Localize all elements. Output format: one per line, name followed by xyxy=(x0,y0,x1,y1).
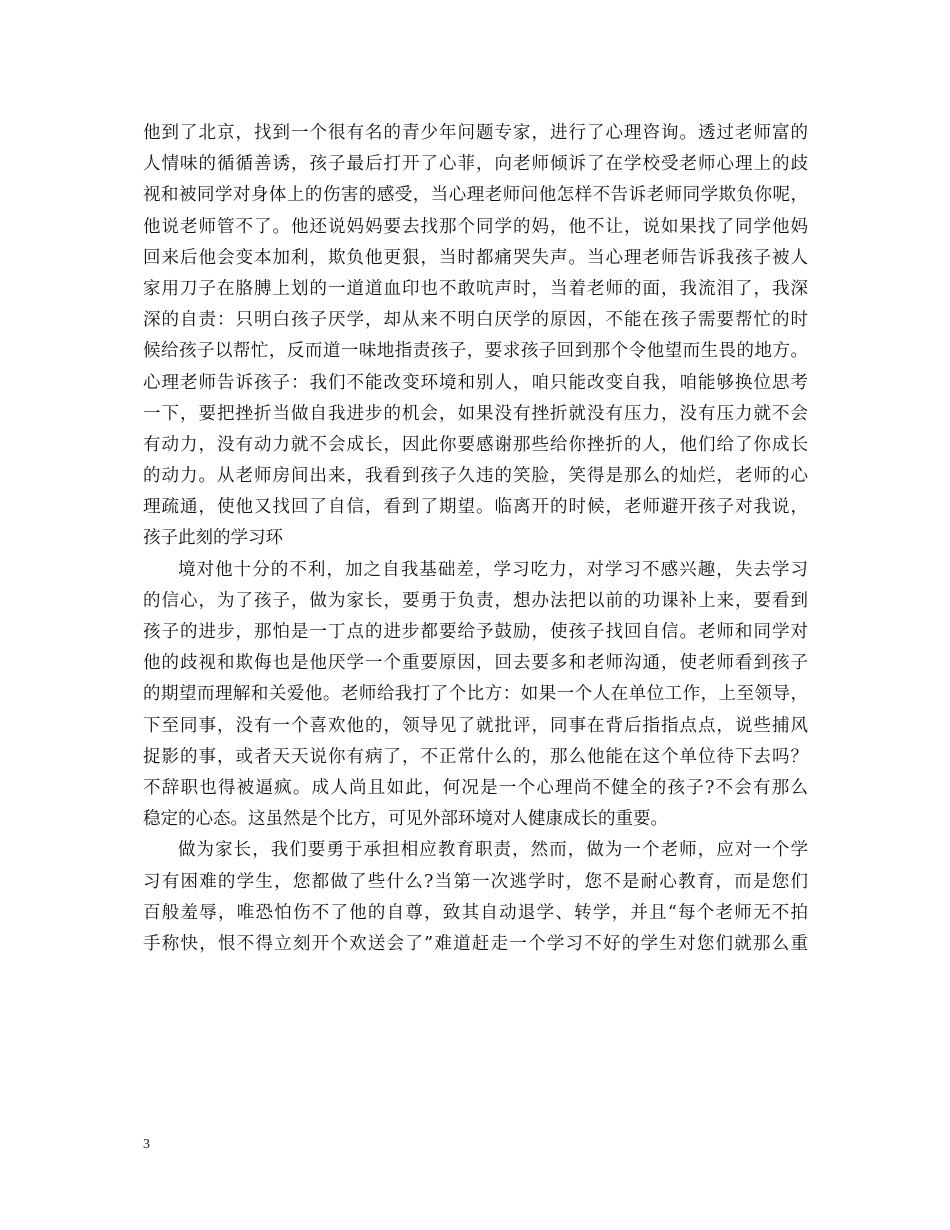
text-line: 手称快，恨不得立刻开个欢送会了”难道赶走一个学习不好的学生对您们就那么重 xyxy=(143,933,808,954)
text-line: 人情味的循循善诱，孩子最后打开了心菲，向老师倾诉了在学校受老师心理上的歧 xyxy=(143,154,808,175)
text-line: 理疏通，使他又找回了自信，看到了期望。临离开的时候，老师避开孩子对我说， xyxy=(143,497,808,518)
text-line: 深的自责：只明白孩子厌学，却从来不明白厌学的原因，不能在孩子需要帮忙的时 xyxy=(143,310,808,331)
text-line: 他到了北京，找到一个很有名的青少年问题专家，进行了心理咨询。透过老师富的 xyxy=(143,123,808,143)
text-line: 候给孩子以帮忙，反而道一味地指责孩子，要求孩子回到那个令他望而生畏的地方。 xyxy=(143,341,808,362)
text-line: 稳定的心态。这虽然是个比方，可见外部环境对人健康成长的重要。 xyxy=(143,809,668,830)
text-line: 捉影的事，或者天天说你有病了，不正常什么的，那么他能在这个单位待下去吗？ xyxy=(143,746,808,767)
text-line: 的期望而理解和关爱他。老师给我打了个比方：如果一个人在单位工作，上至领导， xyxy=(143,684,808,705)
text-line: 心理老师告诉孩子：我们不能改变环境和别人，咱只能改变自我，咱能够换位思考 xyxy=(143,372,808,393)
document-body xyxy=(143,118,808,960)
page-number: 3 xyxy=(143,1137,150,1152)
paragraph-2 xyxy=(143,555,808,836)
text-line: 回来后他会变本加利，欺负他更狠，当时都痛哭失声。当心理老师告诉我孩子被人 xyxy=(143,247,808,268)
text-line: 家用刀子在胳膊上划的一道道血印也不敢吭声时，当着老师的面，我流泪了，我深 xyxy=(143,278,808,299)
text-line: 孩子的进步，那怕是一丁点的进步都要给予鼓励，使孩子找回自信。老师和同学对 xyxy=(143,622,808,642)
text-line: 百般羞辱，唯恐怕伤不了他的自尊，致其自动退学、转学，并且“每个老师无不拍 xyxy=(143,902,808,923)
text-line: 他说老师管不了。他还说妈妈要去找那个同学的妈，他不让，说如果找了同学他妈 xyxy=(143,216,808,237)
text-line: 孩子此刻的学习环 xyxy=(143,528,283,549)
text-line: 下至同事，没有一个喜欢他的，领导见了就批评，同事在背后指指点点，说些捕风 xyxy=(143,715,808,736)
text-line: 他的歧视和欺侮也是他厌学一个重要原因，回去要多和老师沟通，使老师看到孩子 xyxy=(143,653,808,674)
paragraph-3 xyxy=(143,835,808,960)
text-line: 的信心，为了孩子，做为家长，要勇于负责，想办法把以前的功课补上来，要看到 xyxy=(143,590,808,611)
text-line: 的动力。从老师房间出来，我看到孩子久违的笑脸，笑得是那么的灿烂，老师的心 xyxy=(143,466,808,487)
text-line: 做为家长，我们要勇于承担相应教育职责，然而，做为一个老师，应对一个学 xyxy=(178,840,808,861)
text-line: 视和被同学对身体上的伤害的感受，当心理老师问他怎样不告诉老师同学欺负你呢， xyxy=(143,185,808,206)
text-line: 有动力，没有动力就不会成长，因此你要感谢那些给你挫折的人，他们给了你成长 xyxy=(143,434,808,455)
text-line: 不辞职也得被逼疯。成人尚且如此，何况是一个心理尚不健全的孩子?不会有那么 xyxy=(143,777,808,798)
text-line: 境对他十分的不利，加之自我基础差，学习吃力，对学习不感兴趣，失去学习 xyxy=(178,559,808,580)
paragraph-1 xyxy=(143,118,808,555)
text-line: 一下，要把挫折当做自我进步的机会，如果没有挫折就没有压力，没有压力就不会 xyxy=(143,403,808,424)
text-line: 习有困难的学生，您都做了些什么?当第一次逃学时，您不是耐心教育，而是您们 xyxy=(143,871,808,892)
